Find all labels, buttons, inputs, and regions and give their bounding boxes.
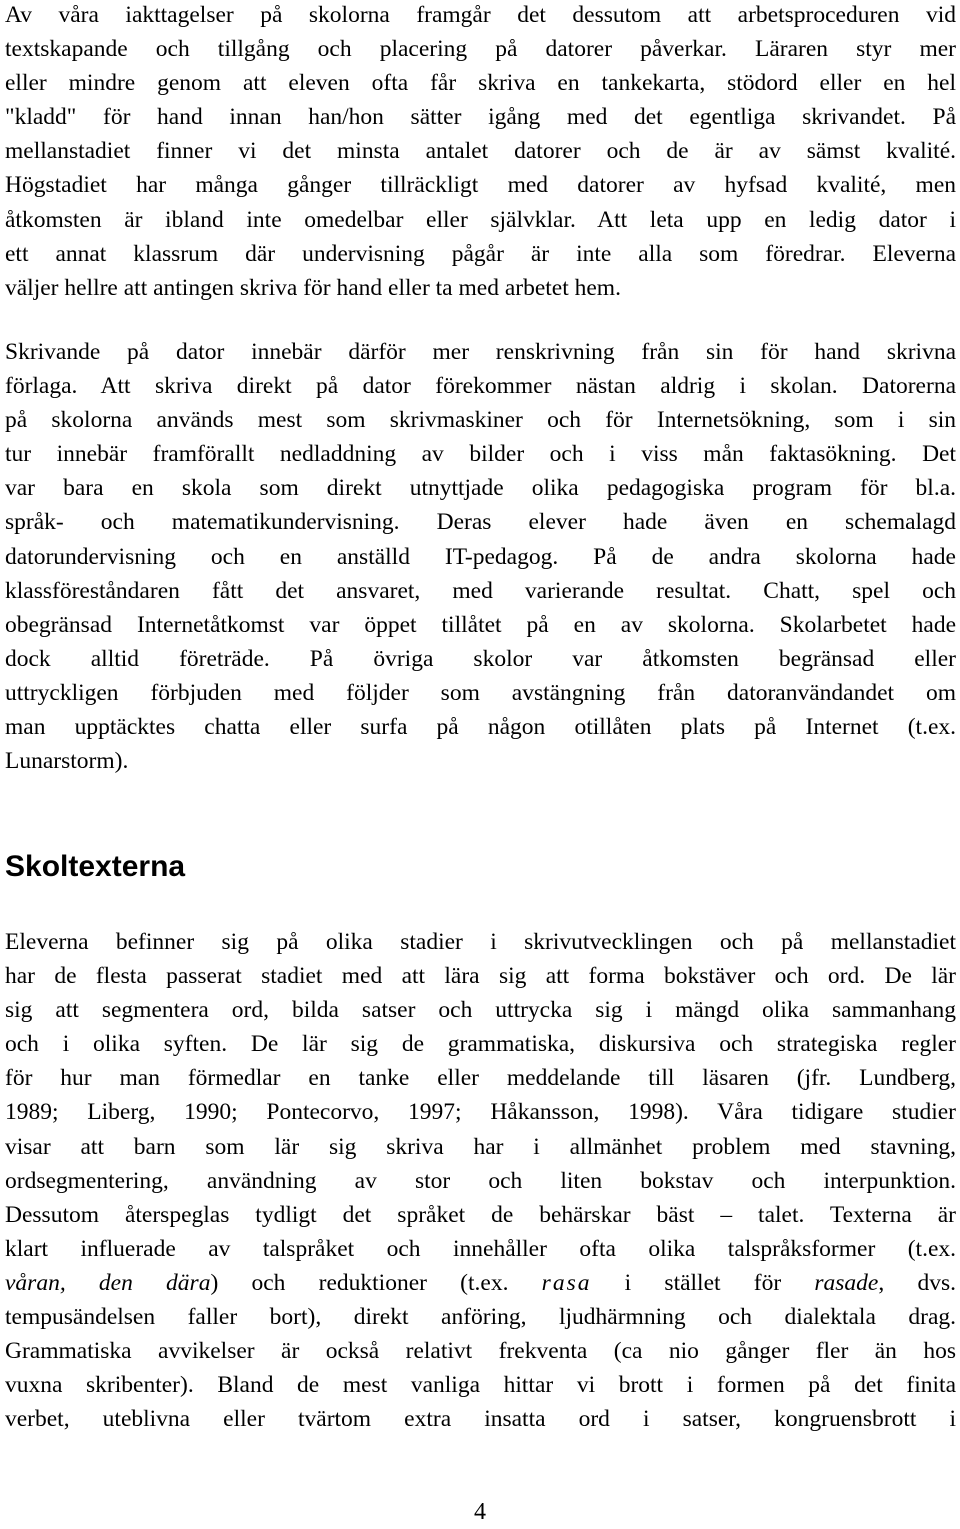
- text-line: Eleverna befinner sig på olika stadier i skrivutvecklingen och på mellanstadiet: [5, 929, 956, 955]
- text-line: har de flesta passerat stadiet med att lära sig att forma bokstäver och ord. De lär: [5, 963, 956, 990]
- text-line: tempusändelsen faller bort), direkt anföring, ljudhärmning och dialektala drag.: [5, 1304, 956, 1331]
- text-line: sig att segmentera ord, bilda satser och uttrycka sig i mängd olika sammanhang: [5, 997, 956, 1024]
- text-line: 1989; Liberg, 1990; Pontecorvo, 1997; Håkansson, 1998). Våra tidigare studier: [5, 1099, 956, 1126]
- text-line: Dessutom återspeglas tydligt det språket de behärskar bäst – talet. Texterna är: [5, 1201, 956, 1228]
- example-italic: rasade: [814, 1269, 879, 1296]
- text-line: ett annat klassrum där undervisning pågår är inte alla som föredrar. Eleverna: [5, 240, 956, 267]
- text-line: åtkomsten är ibland inte omedelbar eller självklar. Att leta upp en ledig dator i: [5, 206, 956, 233]
- text-line: väljer hellre att antingen skriva för hand eller ta med arbetet hem.: [5, 274, 621, 301]
- text-line: klart influerade av talspråket och innehåller ofta olika talspråksformer (t.ex.: [5, 1235, 956, 1262]
- text-line: "kladd" för hand innan han/hon sätter igång med det egentliga skrivandet. På: [5, 104, 956, 131]
- text-line: tur innebär framförallt nedladdning av bilder och i viss mån faktasökning. Det: [5, 441, 956, 468]
- text-line: textskapande och tillgång och placering på datorer påverkar. Läraren styr mer: [5, 36, 956, 63]
- text-line-with-examples: [5, 1266, 956, 1300]
- page-number: 4: [474, 1499, 486, 1525]
- paragraph-arbetsprocedur: [5, 0, 956, 305]
- text-line: verbet, uteblivna eller tvärtom extra insatta ord i satser, kongruensbrott i: [5, 1406, 956, 1433]
- text-line: Högstadiet har många gånger tillräckligt med datorer av hyfsad kvalité, men: [5, 172, 956, 199]
- text-line: uttryckligen förbjuden med följder som avstängning från datoranvändandet om: [5, 679, 956, 706]
- text-line: för hur man förmedlar en tanke eller meddelande till läsaren (jfr. Lundberg,: [5, 1065, 956, 1092]
- text-line: Grammatiska avvikelser är också relativt frekventa (ca nio gånger fler än hos: [5, 1338, 956, 1365]
- text-line: datorundervisning och en anställd IT-pedagog. På de andra skolorna hade: [5, 543, 956, 570]
- example-italic: våran, den dära: [5, 1269, 211, 1296]
- text-line: språk- och matematikundervisning. Deras elever hade även en schemalagd: [5, 509, 956, 536]
- text-segment: , dvs.: [878, 1269, 956, 1296]
- paragraph-skoltexterna: [5, 925, 956, 1436]
- text-line: eller mindre genom att eleven ofta får skriva en tankekarta, stödord eller en hel: [5, 70, 956, 97]
- text-line: på skolorna används mest som skrivmaskiner och för Internetsökning, som i sin: [5, 407, 956, 434]
- text-segment: ) och reduktioner (t.ex.: [210, 1269, 542, 1296]
- text-line: klassföreståndaren fått det ansvaret, med varierande resultat. Chatt, spel och: [5, 577, 956, 604]
- text-line: ordsegmentering, användning av stor och liten bokstav och interpunktion.: [5, 1167, 956, 1194]
- paragraph-skrivande-pa-dator: [5, 335, 956, 778]
- section-heading: Skoltexterna: [5, 850, 186, 883]
- text-line: man upptäcktes chatta eller surfa på någon otillåten plats på Internet (t.ex.: [5, 714, 956, 741]
- text-line: vuxna skribenter). Bland de mest vanliga hittar vi brott i formen på det finita: [5, 1372, 956, 1399]
- text-line: och i olika syften. De lär sig de grammatiska, diskursiva och strategiska regler: [5, 1031, 956, 1058]
- text-line: mellanstadiet finner vi det minsta antalet datorer och de är av sämst kvalité.: [5, 138, 956, 165]
- text-line: var bara en skola som direkt utnyttjade olika pedagogiska program för bl.a.: [5, 475, 956, 502]
- text-line: Lunarstorm).: [5, 748, 129, 775]
- text-line: förlaga. Att skriva direkt på dator förekommer nästan aldrig i skolan. Datorerna: [5, 373, 956, 400]
- text-line: dock alltid företräde. På övriga skolor var åtkomsten begränsad eller: [5, 645, 956, 672]
- text-line: Av våra iakttagelser på skolorna framgår det dessutom att arbetsproceduren vid: [5, 2, 956, 28]
- example-italic: rasa: [541, 1269, 592, 1296]
- text-line: Skrivande på dator innebär därför mer renskrivning från sin för hand skrivna: [5, 339, 956, 365]
- text-segment: i stället för: [591, 1269, 815, 1296]
- text-line: visar att barn som lär sig skriva har i allmänhet problem med stavning,: [5, 1133, 956, 1160]
- text-line: obegränsad Internetåtkomst var öppet tillåtet på en av skolorna. Skolarbetet hade: [5, 611, 956, 638]
